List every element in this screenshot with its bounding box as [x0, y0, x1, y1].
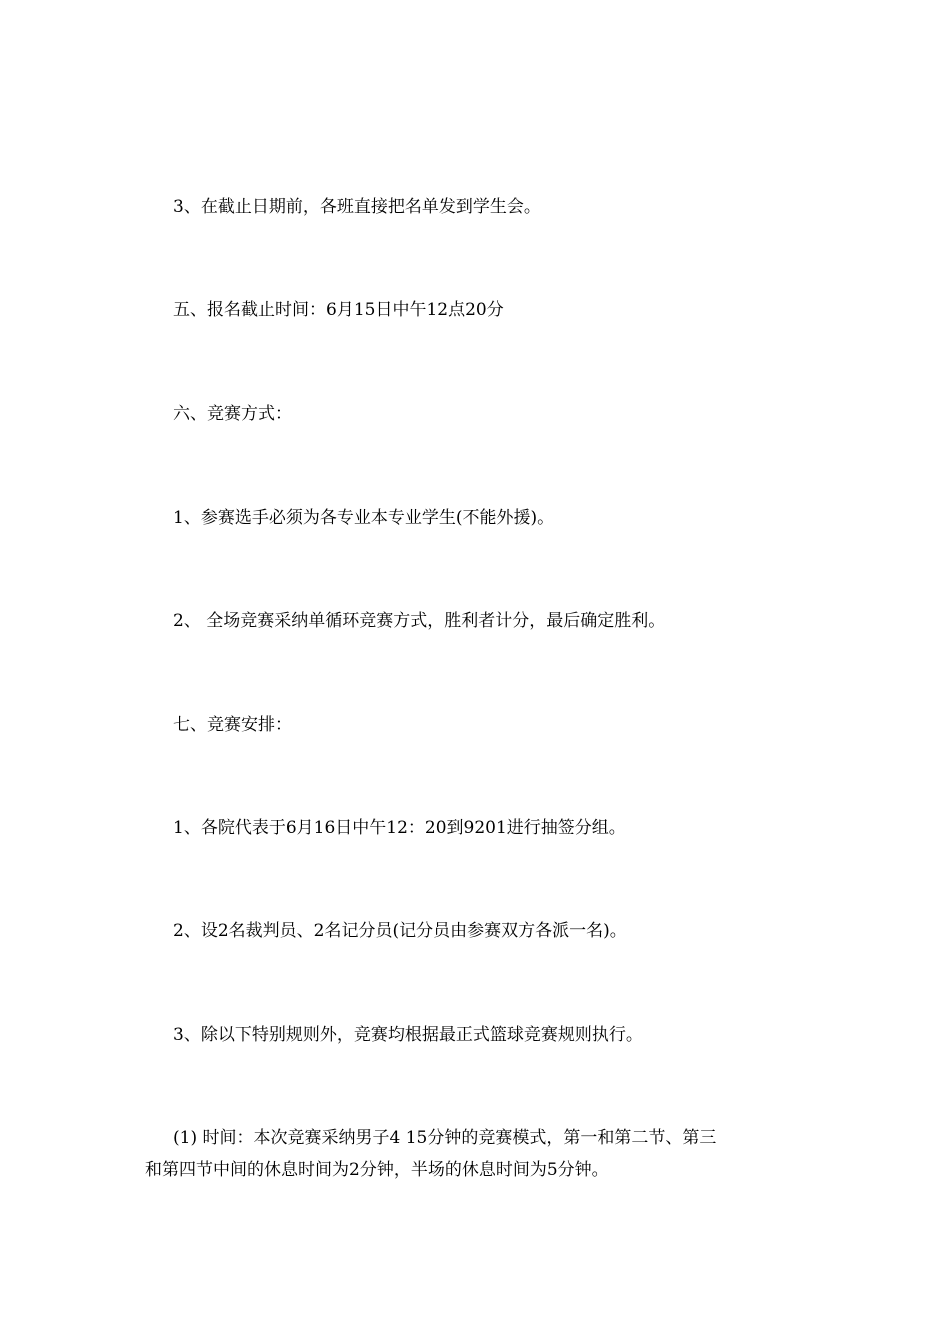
paragraph-draw-grouping: 1、各院代表于6月16日中午12：20到9201进行抽签分组。	[173, 818, 626, 838]
paragraph-referees: 2、设2名裁判员、2名记分员(记分员由参赛双方各派一名)。	[173, 921, 627, 941]
paragraph-time-rules-line-2: 和第四节中间的休息时间为2分钟，半场的休息时间为5分钟。	[145, 1160, 609, 1180]
paragraph-time-rules	[145, 1122, 805, 1186]
paragraph-deadline-submission: 3、在截止日期前，各班直接把名单发到学生会。	[173, 197, 541, 217]
heading-competition-schedule: 七、竞赛安排：	[173, 715, 292, 735]
paragraph-player-eligibility: 1、参赛选手必须为各专业本专业学生(不能外援)。	[173, 508, 555, 528]
paragraph-time-rules-line-1: (1) 时间：本次竞赛采纳男子4 15分钟的竞赛模式，第一和第二节、第三	[173, 1128, 717, 1148]
paragraph-rules: 3、除以下特别规则外，竞赛均根据最正式篮球竞赛规则执行。	[173, 1025, 643, 1045]
paragraph-registration-deadline: 五、报名截止时间：6月15日中午12点20分	[173, 300, 504, 320]
heading-competition-format: 六、竞赛方式：	[173, 404, 292, 424]
paragraph-round-robin: 2、 全场竞赛采纳单循环竞赛方式，胜利者计分，最后确定胜利。	[173, 611, 666, 631]
